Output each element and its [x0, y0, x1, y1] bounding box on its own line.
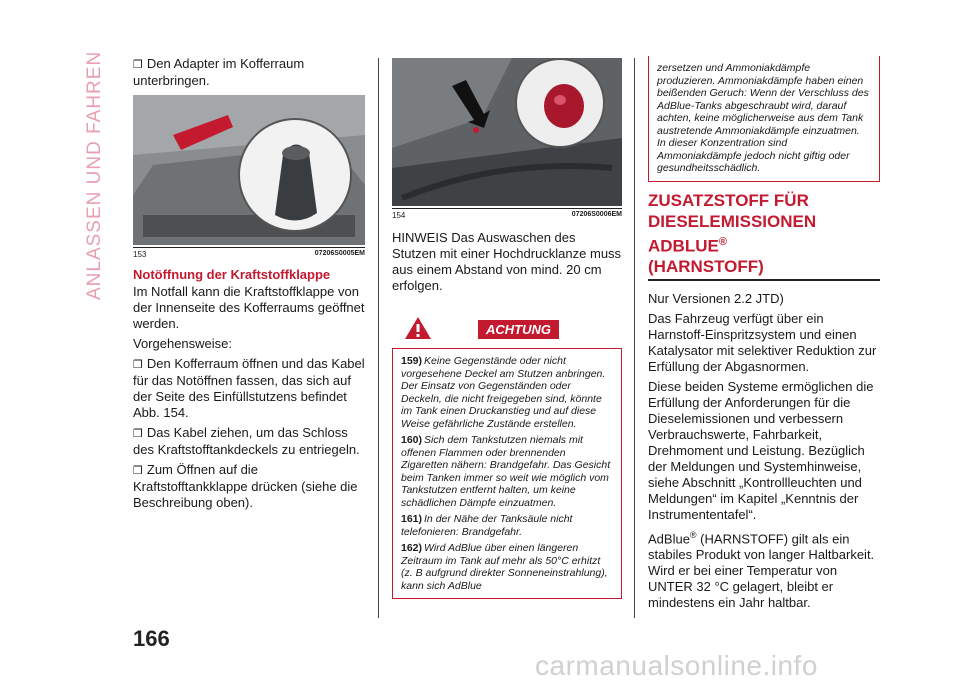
- section-heading-adblue: ZUSATZSTOFF FÜR DIESELEMISSIONEN ADBLUE® (HARNSTOFF): [648, 190, 880, 282]
- procedure-label: Vorgehensweise:: [133, 336, 233, 351]
- section-side-title: ANLASSEN UND FAHREN: [84, 50, 105, 300]
- warning-item: 160) Sich dem Tankstutzen niemals mit offenen Flammen oder brennenden Zigaretten nähern: Brandgefahr. Das Gesicht beim Tanken immer so weit wie möglich vom Tankstutzen entfernt halten, um keine schädlichen Dämpfe einzuatmen.: [401, 434, 611, 509]
- trunk-adapter-illustration: [133, 95, 365, 245]
- column-3: [648, 56, 880, 615]
- versions-note: Nur Versionen 2.2 JTD): [648, 291, 784, 307]
- column-2: [392, 56, 622, 599]
- step-2: ❒ Das Kabel ziehen, um das Schloss des Kraftstofftankdeckels zu entriegeln.: [133, 425, 365, 458]
- watermark: carmanualsonline.info: [535, 650, 818, 681]
- warning-box: [392, 348, 622, 599]
- warning-header: [392, 308, 622, 348]
- warning-item: 159) Keine Gegenstände oder nicht vorgesehene Deckel am Stutzen anbringen. Der Einsatz von Gegenständen oder Deckeln, die nicht freigegeben sind, könnte im Tank einen Druckanstieg und auf diese Weise gefährliche Zustände erstellen.: [401, 355, 606, 430]
- figure-caption: [392, 208, 622, 220]
- warning-title: ACHTUNG: [478, 320, 559, 339]
- adblue-paragraph-1: Das Fahrzeug verfügt über ein Harnstoff-Einspritzsystem und einen Katalysator mit selektiver Reduktion zur Erfüllung der Abgasnormen.: [648, 311, 877, 375]
- warning-triangle-icon: [404, 316, 432, 340]
- warning-item: 162) Wird AdBlue über einen längeren Zeitraum im Tank auf mehr als 50°C erhitzt (z. B aufgrund direkter Sonneneinstrahlung), kann sich AdBlue: [401, 542, 608, 592]
- adblue-paragraph-3: AdBlue® (HARNSTOFF) gilt als ein stabiles Produkt von langer Haltbarkeit. Wird er bei einer Temperatur von UNTER 32 °C gelagert, bleibt er mindestens ein Jahr haltbar.: [648, 530, 875, 611]
- figure-153: [133, 95, 365, 245]
- column-divider: [378, 58, 379, 618]
- figure-caption: [133, 247, 365, 259]
- note-paragraph: HINWEIS Das Auswaschen des Stutzen mit einer Hochdrucklanze muss aus einem Abstand von mind. 20 cm erfolgen.: [392, 230, 622, 293]
- page-number: 166: [133, 626, 170, 651]
- column-1: [133, 56, 365, 515]
- warning-continuation: zersetzen und Ammoniakdämpfe produzieren. Ammoniakdämpfe haben einen beißenden Geruch: Wenn der Verschluss des AdBlue-Tanks abgeschraubt wird, darauf achten, keine möglicherweise aus dem Tank austretende Ammoniakdämpfe einzuatmen. In dieser Konzentration sind Ammoniakdämpfe jedoch nicht giftig oder gesundheitsschädlich.: [657, 62, 869, 174]
- figure-number: 153: [133, 250, 147, 259]
- subhead-emergency-opening: Notöffnung der Kraftstoffklappe: [133, 267, 331, 282]
- figure-code: 07206S0005EM: [314, 250, 365, 257]
- step-3: ❒ Zum Öffnen auf die Kraftstofftankklappe drücken (siehe die Beschreibung oben).: [133, 462, 365, 511]
- figure-code: 07206S0006EM: [571, 211, 622, 218]
- intro-paragraph: Im Notfall kann die Kraftstoffklappe von der Innenseite des Kofferraums geöffnet werden.: [133, 284, 365, 331]
- figure-number: 154: [392, 211, 406, 220]
- figure-154: [392, 58, 622, 206]
- bullet-adapter: ❒ Den Adapter im Kofferraum unterbringen.: [133, 56, 365, 89]
- warning-box-continued: [648, 56, 880, 182]
- column-divider: [634, 58, 635, 618]
- adblue-paragraph-2: Diese beiden Systeme ermöglichen die Erfüllung der Anforderungen für die Dieselemissionen und verbessern Verbrauchswerte, Fahrbarkeit, Drehmoment und Leistung. Bezüglich der Meldungen und Systemhinweise, siehe Abschnitt „Kontrollleuchten und Meldungen“ im Kapitel „Kenntnis der Instrumententafel“.: [648, 379, 874, 523]
- trunk-cable-illustration: [392, 58, 622, 206]
- warning-item: 161) In der Nähe der Tanksäule nicht telefonieren: Brandgefahr.: [401, 513, 573, 538]
- step-1: ❒ Den Kofferraum öffnen und das Kabel für das Notöffnen fassen, das sich auf der Seite des Einfüllstutzens befindet Abb. 154.: [133, 356, 365, 421]
